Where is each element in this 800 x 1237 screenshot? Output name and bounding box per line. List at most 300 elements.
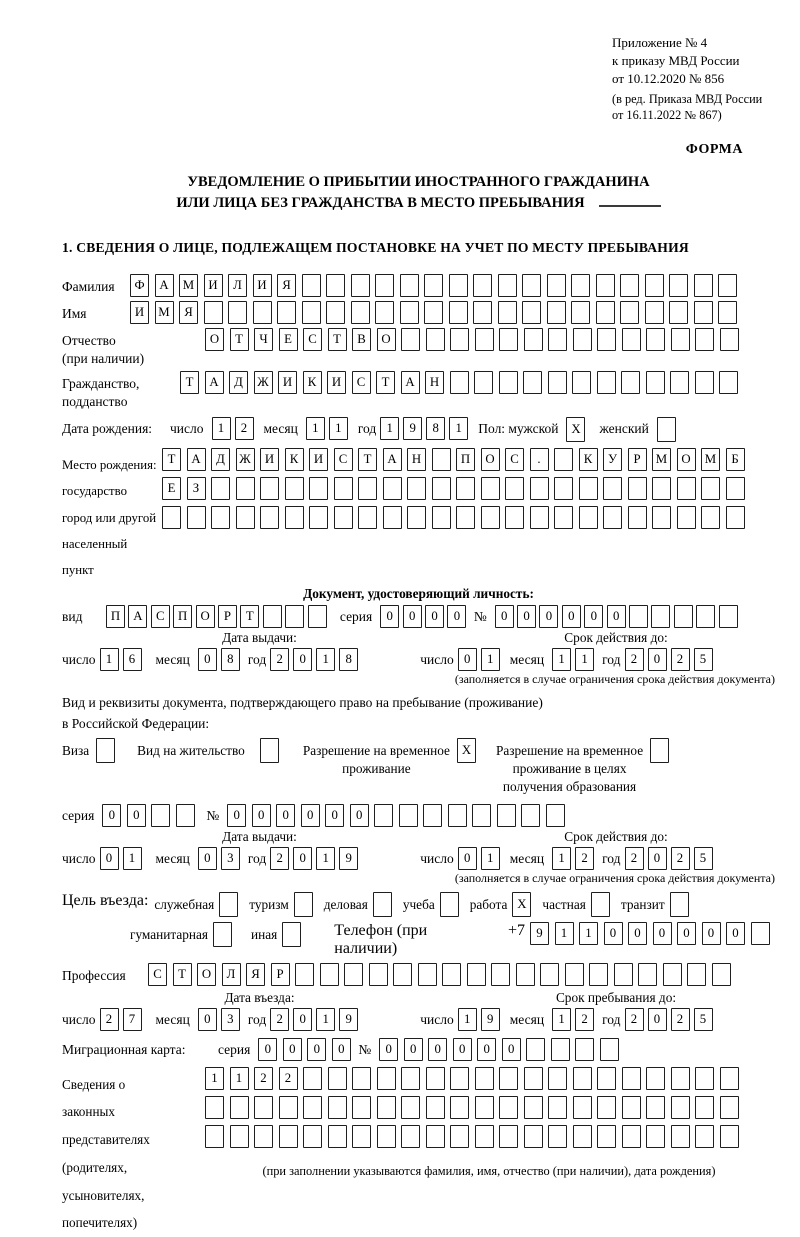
char-box[interactable] [687, 963, 706, 986]
char-box[interactable] [176, 804, 195, 827]
char-box[interactable] [162, 506, 181, 529]
char-box[interactable] [540, 963, 559, 986]
char-box[interactable] [236, 506, 255, 529]
char-box[interactable] [575, 1038, 594, 1061]
char-box[interactable]: 0 [100, 847, 119, 870]
char-box[interactable] [302, 274, 321, 297]
char-box[interactable] [277, 301, 296, 324]
char-box[interactable] [260, 506, 279, 529]
char-box[interactable] [526, 1038, 545, 1061]
char-box[interactable]: 0 [495, 605, 514, 628]
char-box[interactable] [474, 371, 493, 394]
char-box[interactable] [677, 477, 696, 500]
char-box[interactable] [694, 301, 713, 324]
char-box[interactable] [449, 274, 468, 297]
char-box[interactable] [253, 301, 272, 324]
char-box[interactable]: Т [180, 371, 199, 394]
char-box[interactable]: 2 [625, 1008, 644, 1031]
char-box[interactable]: 0 [276, 804, 295, 827]
char-box[interactable] [475, 328, 494, 351]
char-box[interactable] [400, 274, 419, 297]
char-box[interactable] [481, 506, 500, 529]
char-box[interactable] [352, 1067, 371, 1090]
char-box[interactable]: 0 [379, 1038, 398, 1061]
char-box[interactable]: 1 [230, 1067, 249, 1090]
char-box[interactable] [573, 328, 592, 351]
char-box[interactable] [442, 963, 461, 986]
char-box[interactable] [426, 1096, 445, 1119]
char-box[interactable] [279, 1125, 298, 1148]
char-box[interactable] [718, 274, 737, 297]
char-box[interactable]: 2 [270, 1008, 289, 1031]
char-box[interactable] [669, 301, 688, 324]
char-box[interactable] [497, 804, 516, 827]
char-box[interactable]: 0 [283, 1038, 302, 1061]
char-box[interactable] [400, 301, 419, 324]
char-box[interactable] [230, 1125, 249, 1148]
char-box[interactable] [467, 963, 486, 986]
char-box[interactable]: А [187, 448, 206, 471]
char-box[interactable] [334, 477, 353, 500]
char-box[interactable] [571, 274, 590, 297]
char-box[interactable]: Н [407, 448, 426, 471]
char-box[interactable] [573, 1096, 592, 1119]
char-box[interactable]: 1 [555, 922, 574, 945]
char-box[interactable] [499, 371, 518, 394]
char-box[interactable] [499, 1067, 518, 1090]
char-box[interactable]: 0 [127, 804, 146, 827]
char-box[interactable] [591, 892, 610, 917]
char-box[interactable] [432, 506, 451, 529]
char-box[interactable]: П [173, 605, 192, 628]
char-box[interactable]: С [505, 448, 524, 471]
char-box[interactable]: 9 [530, 922, 549, 945]
char-box[interactable]: С [148, 963, 167, 986]
char-box[interactable] [597, 1096, 616, 1119]
char-box[interactable] [295, 963, 314, 986]
char-box[interactable] [254, 1096, 273, 1119]
char-box[interactable] [228, 301, 247, 324]
char-box[interactable] [285, 477, 304, 500]
char-box[interactable]: 1 [552, 1008, 571, 1031]
char-box[interactable]: О [377, 328, 396, 351]
char-box[interactable] [603, 477, 622, 500]
char-box[interactable] [652, 506, 671, 529]
char-box[interactable] [450, 328, 469, 351]
char-box[interactable]: 6 [123, 648, 142, 671]
char-box[interactable]: 0 [604, 922, 623, 945]
char-box[interactable]: X [512, 892, 531, 917]
char-box[interactable]: 0 [539, 605, 558, 628]
char-box[interactable]: 1 [123, 847, 142, 870]
char-box[interactable]: Р [218, 605, 237, 628]
char-box[interactable] [475, 1067, 494, 1090]
char-box[interactable] [645, 301, 664, 324]
char-box[interactable]: 1 [316, 847, 335, 870]
char-box[interactable]: 1 [380, 417, 399, 440]
char-box[interactable] [450, 1096, 469, 1119]
char-box[interactable] [211, 506, 230, 529]
char-box[interactable]: 0 [562, 605, 581, 628]
char-box[interactable] [554, 448, 573, 471]
char-box[interactable]: И [278, 371, 297, 394]
char-box[interactable]: Я [246, 963, 265, 986]
char-box[interactable] [426, 1125, 445, 1148]
char-box[interactable] [695, 1125, 714, 1148]
char-box[interactable]: В [352, 328, 371, 351]
char-box[interactable] [669, 274, 688, 297]
char-box[interactable] [303, 1125, 322, 1148]
char-box[interactable] [694, 274, 713, 297]
char-box[interactable]: З [187, 477, 206, 500]
char-box[interactable] [309, 506, 328, 529]
char-box[interactable] [475, 1096, 494, 1119]
char-box[interactable] [475, 1125, 494, 1148]
char-box[interactable] [622, 1096, 641, 1119]
char-box[interactable] [358, 506, 377, 529]
char-box[interactable]: . [530, 448, 549, 471]
char-box[interactable]: Б [726, 448, 745, 471]
char-box[interactable]: 0 [380, 605, 399, 628]
char-box[interactable] [399, 804, 418, 827]
char-box[interactable] [572, 371, 591, 394]
char-box[interactable] [498, 274, 517, 297]
char-box[interactable]: 0 [403, 605, 422, 628]
char-box[interactable] [303, 1096, 322, 1119]
char-box[interactable]: 2 [575, 847, 594, 870]
char-box[interactable] [294, 892, 313, 917]
char-box[interactable]: О [677, 448, 696, 471]
char-box[interactable] [328, 1125, 347, 1148]
char-box[interactable]: Л [222, 963, 241, 986]
char-box[interactable] [546, 804, 565, 827]
char-box[interactable] [548, 1067, 567, 1090]
char-box[interactable] [96, 738, 115, 763]
char-box[interactable]: 2 [100, 1008, 119, 1031]
char-box[interactable] [358, 477, 377, 500]
char-box[interactable] [426, 328, 445, 351]
char-box[interactable]: 8 [426, 417, 445, 440]
char-box[interactable] [524, 1125, 543, 1148]
char-box[interactable]: О [481, 448, 500, 471]
char-box[interactable]: 0 [198, 847, 217, 870]
char-box[interactable] [620, 301, 639, 324]
char-box[interactable]: Т [240, 605, 259, 628]
char-box[interactable] [646, 328, 665, 351]
char-box[interactable]: 0 [293, 1008, 312, 1031]
char-box[interactable] [638, 963, 657, 986]
char-box[interactable]: 1 [552, 648, 571, 671]
char-box[interactable]: 0 [428, 1038, 447, 1061]
char-box[interactable] [548, 371, 567, 394]
char-box[interactable]: 2 [671, 648, 690, 671]
char-box[interactable] [377, 1125, 396, 1148]
char-box[interactable] [701, 477, 720, 500]
char-box[interactable]: М [179, 274, 198, 297]
char-box[interactable]: X [566, 417, 585, 442]
char-box[interactable] [596, 301, 615, 324]
char-box[interactable]: С [151, 605, 170, 628]
char-box[interactable] [505, 506, 524, 529]
char-box[interactable] [622, 1067, 641, 1090]
char-box[interactable] [629, 605, 648, 628]
char-box[interactable] [285, 506, 304, 529]
char-box[interactable] [620, 274, 639, 297]
char-box[interactable] [472, 804, 491, 827]
char-box[interactable]: 1 [458, 1008, 477, 1031]
char-box[interactable]: Д [229, 371, 248, 394]
char-box[interactable] [628, 506, 647, 529]
char-box[interactable]: 2 [671, 1008, 690, 1031]
char-box[interactable] [302, 301, 321, 324]
char-box[interactable]: 9 [339, 1008, 358, 1031]
char-box[interactable]: 1 [575, 648, 594, 671]
char-box[interactable]: Е [162, 477, 181, 500]
char-box[interactable]: 9 [339, 847, 358, 870]
char-box[interactable] [597, 1067, 616, 1090]
char-box[interactable]: 5 [694, 1008, 713, 1031]
char-box[interactable] [720, 1125, 739, 1148]
char-box[interactable]: 0 [458, 648, 477, 671]
char-box[interactable] [645, 274, 664, 297]
char-box[interactable] [211, 477, 230, 500]
char-box[interactable]: 3 [221, 847, 240, 870]
char-box[interactable] [657, 417, 676, 442]
char-box[interactable] [282, 922, 301, 947]
char-box[interactable] [423, 804, 442, 827]
char-box[interactable]: Я [277, 274, 296, 297]
char-box[interactable]: 0 [350, 804, 369, 827]
char-box[interactable] [551, 1038, 570, 1061]
char-box[interactable]: 1 [552, 847, 571, 870]
char-box[interactable] [352, 1125, 371, 1148]
char-box[interactable]: 0 [301, 804, 320, 827]
char-box[interactable] [450, 371, 469, 394]
char-box[interactable]: 2 [575, 1008, 594, 1031]
char-box[interactable]: 0 [425, 605, 444, 628]
char-box[interactable] [671, 1067, 690, 1090]
char-box[interactable] [600, 1038, 619, 1061]
char-box[interactable]: Т [358, 448, 377, 471]
char-box[interactable] [351, 301, 370, 324]
char-box[interactable] [726, 506, 745, 529]
char-box[interactable] [213, 922, 232, 947]
char-box[interactable]: 0 [102, 804, 121, 827]
char-box[interactable]: 0 [453, 1038, 472, 1061]
char-box[interactable] [351, 274, 370, 297]
char-box[interactable]: 0 [458, 847, 477, 870]
char-box[interactable]: С [352, 371, 371, 394]
char-box[interactable] [205, 1096, 224, 1119]
char-box[interactable] [571, 301, 590, 324]
char-box[interactable] [530, 477, 549, 500]
char-box[interactable] [424, 274, 443, 297]
char-box[interactable] [695, 328, 714, 351]
char-box[interactable] [505, 477, 524, 500]
char-box[interactable] [573, 1125, 592, 1148]
char-box[interactable] [375, 301, 394, 324]
char-box[interactable]: 0 [404, 1038, 423, 1061]
char-box[interactable] [695, 1067, 714, 1090]
char-box[interactable]: 0 [726, 922, 745, 945]
char-box[interactable] [449, 301, 468, 324]
char-box[interactable]: У [603, 448, 622, 471]
char-box[interactable] [450, 1125, 469, 1148]
char-box[interactable] [279, 1096, 298, 1119]
char-box[interactable]: 2 [625, 847, 644, 870]
char-box[interactable] [677, 506, 696, 529]
char-box[interactable] [565, 963, 584, 986]
char-box[interactable]: Ж [254, 371, 273, 394]
char-box[interactable]: А [155, 274, 174, 297]
char-box[interactable]: 0 [648, 1008, 667, 1031]
char-box[interactable] [491, 963, 510, 986]
char-box[interactable]: 0 [702, 922, 721, 945]
char-box[interactable] [522, 301, 541, 324]
char-box[interactable]: Т [230, 328, 249, 351]
char-box[interactable] [524, 328, 543, 351]
char-box[interactable]: О [197, 963, 216, 986]
char-box[interactable] [326, 301, 345, 324]
char-box[interactable] [579, 506, 598, 529]
char-box[interactable]: 0 [517, 605, 536, 628]
char-box[interactable]: 0 [332, 1038, 351, 1061]
char-box[interactable]: А [401, 371, 420, 394]
char-box[interactable]: М [155, 301, 174, 324]
char-box[interactable]: О [205, 328, 224, 351]
char-box[interactable]: X [457, 738, 476, 763]
char-box[interactable] [407, 477, 426, 500]
char-box[interactable]: А [383, 448, 402, 471]
char-box[interactable] [516, 963, 535, 986]
char-box[interactable] [652, 477, 671, 500]
char-box[interactable]: 0 [607, 605, 626, 628]
char-box[interactable]: 2 [235, 417, 254, 440]
char-box[interactable] [401, 1067, 420, 1090]
char-box[interactable] [622, 328, 641, 351]
char-box[interactable] [712, 963, 731, 986]
char-box[interactable] [719, 605, 738, 628]
char-box[interactable] [646, 1067, 665, 1090]
char-box[interactable] [530, 506, 549, 529]
char-box[interactable] [695, 371, 714, 394]
char-box[interactable]: П [456, 448, 475, 471]
char-box[interactable]: Ж [236, 448, 255, 471]
char-box[interactable] [303, 1067, 322, 1090]
char-box[interactable] [671, 1125, 690, 1148]
char-box[interactable]: А [128, 605, 147, 628]
char-box[interactable] [450, 1067, 469, 1090]
char-box[interactable] [548, 1125, 567, 1148]
char-box[interactable] [670, 371, 689, 394]
char-box[interactable] [375, 274, 394, 297]
char-box[interactable]: Н [425, 371, 444, 394]
char-box[interactable] [373, 892, 392, 917]
char-box[interactable] [718, 301, 737, 324]
char-box[interactable]: 3 [221, 1008, 240, 1031]
char-box[interactable] [522, 274, 541, 297]
char-box[interactable]: 0 [198, 1008, 217, 1031]
char-box[interactable] [481, 477, 500, 500]
char-box[interactable] [377, 1067, 396, 1090]
char-box[interactable]: 1 [205, 1067, 224, 1090]
char-box[interactable]: 0 [325, 804, 344, 827]
char-box[interactable]: 0 [584, 605, 603, 628]
char-box[interactable] [260, 477, 279, 500]
char-box[interactable] [751, 922, 770, 945]
char-box[interactable] [151, 804, 170, 827]
char-box[interactable]: Е [279, 328, 298, 351]
char-box[interactable] [597, 1125, 616, 1148]
char-box[interactable]: 2 [671, 847, 690, 870]
char-box[interactable] [219, 892, 238, 917]
char-box[interactable] [720, 328, 739, 351]
char-box[interactable]: 1 [579, 922, 598, 945]
char-box[interactable] [432, 477, 451, 500]
char-box[interactable] [369, 963, 388, 986]
char-box[interactable]: 1 [100, 648, 119, 671]
char-box[interactable] [523, 371, 542, 394]
char-box[interactable] [418, 963, 437, 986]
char-box[interactable] [334, 506, 353, 529]
char-box[interactable]: П [106, 605, 125, 628]
char-box[interactable] [204, 301, 223, 324]
char-box[interactable] [554, 506, 573, 529]
char-box[interactable] [377, 1096, 396, 1119]
char-box[interactable]: 0 [227, 804, 246, 827]
char-box[interactable] [719, 371, 738, 394]
char-box[interactable]: 0 [447, 605, 466, 628]
char-box[interactable]: И [309, 448, 328, 471]
char-box[interactable]: К [285, 448, 304, 471]
char-box[interactable] [432, 448, 451, 471]
char-box[interactable]: С [303, 328, 322, 351]
char-box[interactable] [254, 1125, 273, 1148]
char-box[interactable] [263, 605, 282, 628]
char-box[interactable]: 1 [481, 648, 500, 671]
char-box[interactable] [720, 1067, 739, 1090]
char-box[interactable]: О [196, 605, 215, 628]
char-box[interactable]: 1 [481, 847, 500, 870]
char-box[interactable]: Т [173, 963, 192, 986]
char-box[interactable]: М [652, 448, 671, 471]
char-box[interactable]: 2 [270, 648, 289, 671]
char-box[interactable] [646, 1096, 665, 1119]
char-box[interactable] [352, 1096, 371, 1119]
char-box[interactable] [260, 738, 279, 763]
char-box[interactable]: 9 [481, 1008, 500, 1031]
char-box[interactable] [230, 1096, 249, 1119]
char-box[interactable]: 9 [403, 417, 422, 440]
char-box[interactable]: 2 [279, 1067, 298, 1090]
char-box[interactable] [548, 1096, 567, 1119]
char-box[interactable] [383, 506, 402, 529]
char-box[interactable] [285, 605, 304, 628]
char-box[interactable]: 0 [648, 648, 667, 671]
char-box[interactable]: К [303, 371, 322, 394]
char-box[interactable] [326, 274, 345, 297]
char-box[interactable] [720, 1096, 739, 1119]
char-box[interactable]: 1 [329, 417, 348, 440]
char-box[interactable]: 2 [254, 1067, 273, 1090]
char-box[interactable] [498, 301, 517, 324]
char-box[interactable] [573, 1067, 592, 1090]
char-box[interactable] [614, 963, 633, 986]
char-box[interactable] [589, 963, 608, 986]
char-box[interactable] [499, 328, 518, 351]
char-box[interactable] [407, 506, 426, 529]
char-box[interactable]: И [253, 274, 272, 297]
